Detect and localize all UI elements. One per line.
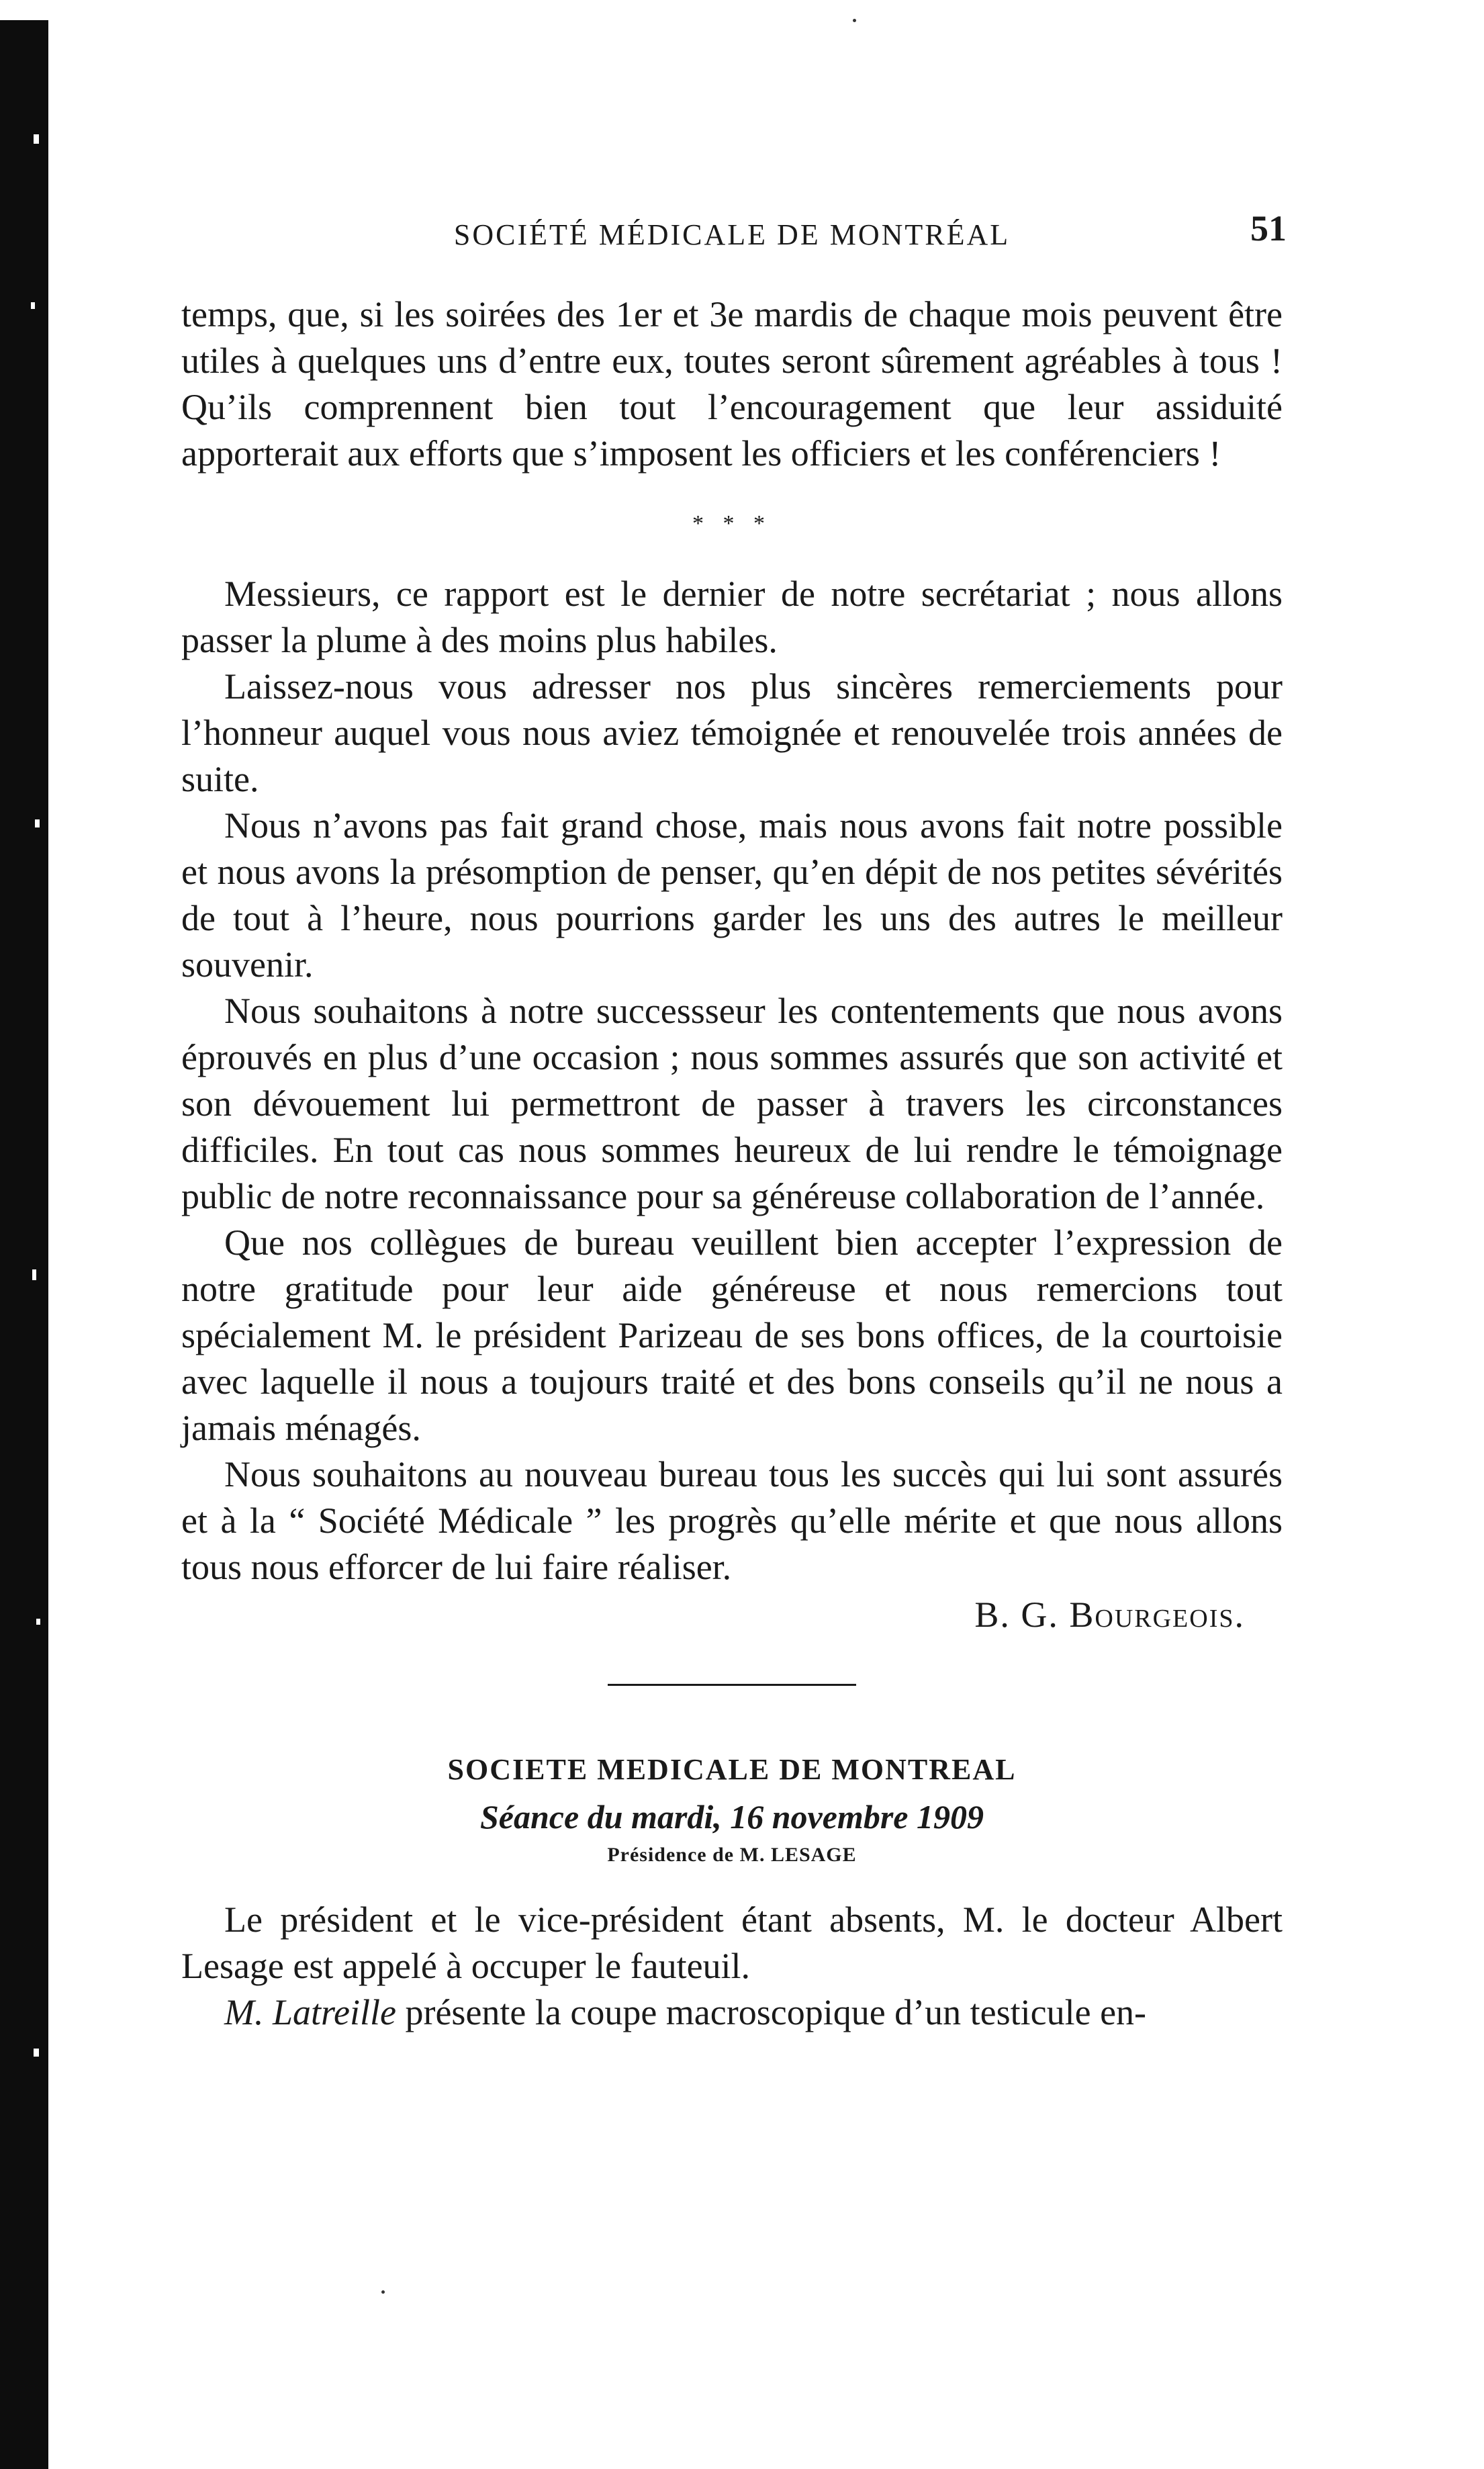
report-paragraph: temps, que, si les soirées des 1er et 3e mardis de chaque mois peuvent être utiles à quelques uns d’entre eux, toutes seront sûrement agréables à tous ! Qu’ils comprennent bien tout l’encouragement que leur assiduité apporterait aux efforts que s’imposent les officiers et les conférenciers ! bbox=[181, 294, 1283, 474]
edge-speck bbox=[31, 302, 35, 309]
section-break-asterisks: * * * bbox=[692, 511, 772, 536]
report-paragraph: Laissez-nous vous adresser nos plus sincères remerciements pour l’honneur auquel vous nous aviez témoignée et renouvelée trois années de suite. bbox=[181, 666, 1283, 799]
edge-speck bbox=[34, 134, 39, 144]
scan-speck bbox=[853, 19, 856, 22]
running-head: SOCIÉTÉ MÉDICALE DE MONTRÉAL bbox=[453, 218, 1011, 251]
report-paragraph: Nous souhaitons au nouveau bureau tous les succès qui lui sont assurés et à la “ Société Médicale ” les progrès qu’elle mérite et que nous allons tous nous efforcer de lui faire réaliser. bbox=[181, 1454, 1283, 1587]
edge-speck bbox=[36, 1619, 40, 1625]
minutes-paragraph bbox=[181, 1989, 1283, 2036]
horizontal-rule bbox=[608, 1684, 856, 1686]
minutes-text: présente la coupe macroscopique d’un testicule en- bbox=[396, 1992, 1147, 2032]
page-number: 51 bbox=[1250, 208, 1287, 249]
session-date: Séance du mardi, 16 novembre 1909 bbox=[480, 1798, 984, 1836]
scanned-page-edge bbox=[0, 20, 48, 2469]
minutes-paragraph: Le président et le vice-président étant absents, M. le docteur Albert Lesage est appelé à occuper le fauteuil. bbox=[181, 1899, 1283, 1986]
edge-speck bbox=[34, 2049, 39, 2057]
presidence-line: Présidence de M. LESAGE bbox=[607, 1844, 857, 1866]
scan-speck bbox=[381, 2290, 385, 2294]
report-paragraph: Nous souhaitons à notre successseur les contentements que nous avons éprouvés en plus d’une occasion ; nous sommes assurés que son activité et son dévouement lui permettront de passer à travers les circonstances difficiles. En tout cas nous sommes heureux de lui rendre le témoignage public de notre reconnaissance pour sa généreuse collaboration de l’année. bbox=[181, 991, 1283, 1216]
section-title: SOCIETE MEDICALE DE MONTREAL bbox=[447, 1753, 1017, 1786]
edge-speck bbox=[32, 1269, 36, 1280]
report-paragraph: Nous n’avons pas fait grand chose, mais nous avons fait notre possible et nous avons la présomption de penser, qu’en dépit de nos petites sévérités de tout à l’heure, nous pourrions garder les uns des autres le meilleur souvenir. bbox=[181, 805, 1283, 985]
page-body bbox=[181, 291, 1283, 2036]
signature: B. G. Bourgeois. bbox=[974, 1595, 1245, 1635]
report-paragraph: Que nos collègues de bureau veuillent bien accepter l’expression de notre gratitude pour leur aide généreuse et nous remercions tout spécialement M. le président Parizeau de ses bons offices, de la courtoisie avec laquelle il nous a toujours traité et des bons conseils qu’il ne nous a jamais ménagés. bbox=[181, 1222, 1283, 1448]
edge-speck bbox=[35, 819, 40, 827]
speaker-name: M. Latreille bbox=[224, 1992, 396, 2032]
report-paragraph: Messieurs, ce rapport est le dernier de notre secrétariat ; nous allons passer la plume à des moins plus habiles. bbox=[181, 574, 1283, 660]
